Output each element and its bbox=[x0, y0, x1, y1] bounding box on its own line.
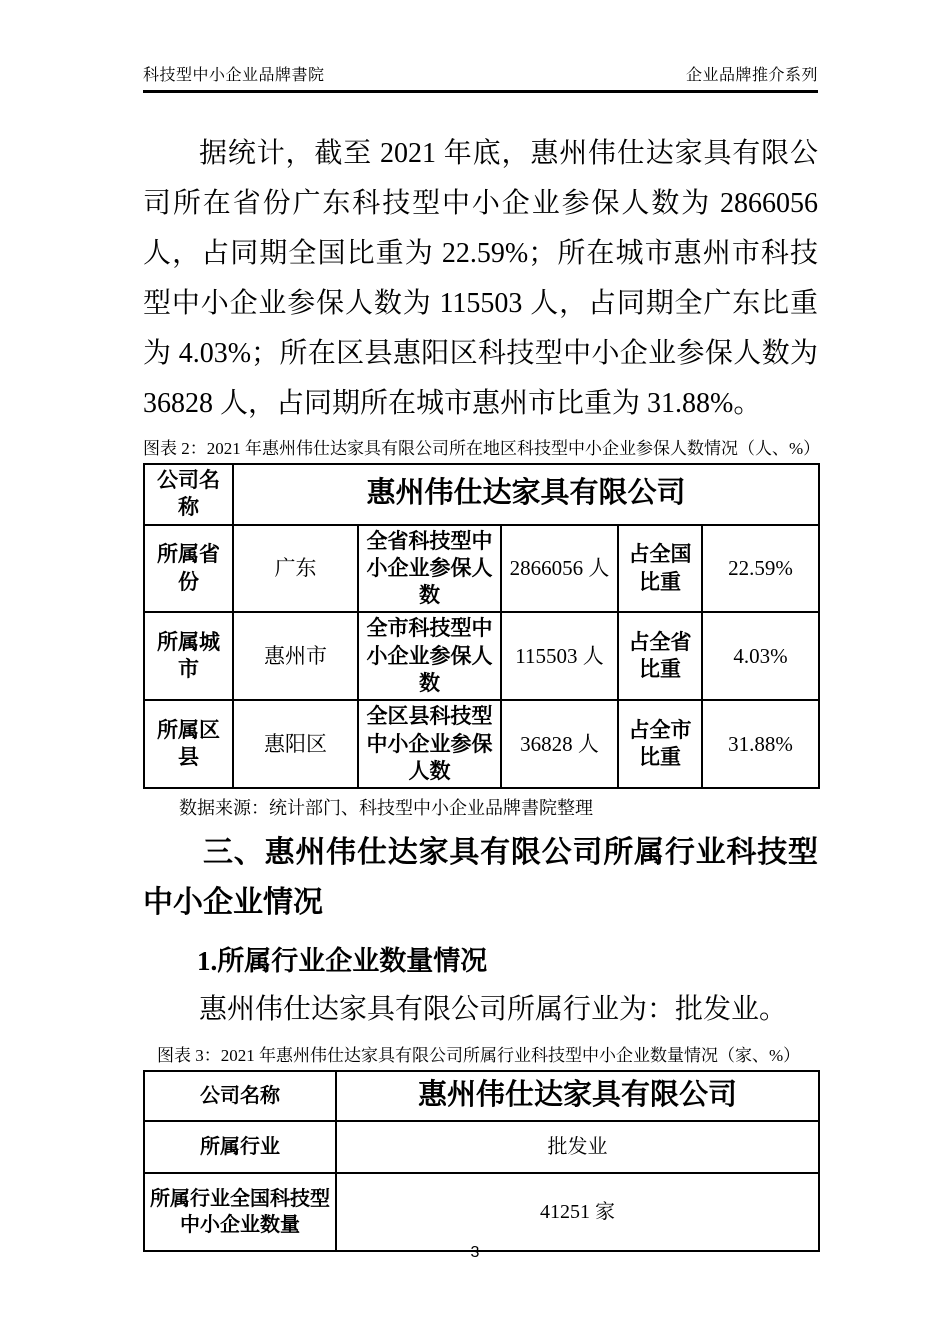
row-value: 2866056 人 bbox=[501, 525, 618, 613]
table2-company-name: 惠州伟仕达家具有限公司 bbox=[233, 464, 819, 525]
row-label: 所属城市 bbox=[144, 612, 233, 700]
row-value: 批发业 bbox=[336, 1121, 819, 1173]
table-row bbox=[144, 1173, 819, 1251]
subsection-heading: 1.所属行业企业数量情况 bbox=[197, 946, 488, 977]
table3-company-name: 惠州伟仕达家具有限公司 bbox=[336, 1071, 819, 1121]
row-share: 4.03% bbox=[702, 612, 819, 700]
table3-industry-count bbox=[143, 1070, 820, 1252]
row-share-label: 占全市比重 bbox=[618, 700, 702, 788]
row-share: 22.59% bbox=[702, 525, 819, 613]
row-label: 所属行业 bbox=[144, 1121, 336, 1173]
row-value: 41251 家 bbox=[336, 1173, 819, 1251]
row-share: 31.88% bbox=[702, 700, 819, 788]
row-value: 115503 人 bbox=[501, 612, 618, 700]
table-row bbox=[144, 700, 819, 788]
row-metric: 全省科技型中小企业参保人数 bbox=[358, 525, 501, 613]
row-metric: 全区县科技型中小企业参保人数 bbox=[358, 700, 501, 788]
table-row bbox=[144, 1071, 819, 1121]
table3-caption: 图表 3：2021 年惠州伟仕达家具有限公司所属行业科技型中小企业数量情况（家、%） bbox=[157, 1046, 801, 1066]
page-number: 3 bbox=[470, 1244, 480, 1261]
section-heading: 三、惠州伟仕达家具有限公司所属行业科技型中小企业情况 bbox=[143, 836, 818, 920]
table-row bbox=[144, 1121, 819, 1173]
row-label: 公司名称 bbox=[144, 1071, 336, 1121]
row-region: 惠阳区 bbox=[233, 700, 358, 788]
row-value: 36828 人 bbox=[501, 700, 618, 788]
table-row bbox=[144, 612, 819, 700]
table2-company-label: 公司名称 bbox=[144, 464, 233, 525]
header-left-title: 科技型中小企业品牌書院 bbox=[143, 67, 325, 84]
row-metric: 全市科技型中小企业参保人数 bbox=[358, 612, 501, 700]
row-label: 所属省份 bbox=[144, 525, 233, 613]
table2-region-insured bbox=[143, 463, 820, 789]
page-header bbox=[143, 62, 818, 93]
paragraph-region-stats: 据统计，截至 2021 年底，惠州伟仕达家具有限公司所在省份广东科技型中小企业参保人数为 2866056 人，占同期全国比重为 22.59%；所在城市惠州市科技型中小企业参保人数为 115503 人，占同期全广东比重为 4.03%；所在区县惠阳区科技型中小企业参保人数为 36828 人，占同期所在城市惠州市比重为 31.88%。 bbox=[143, 138, 818, 419]
row-region: 广东 bbox=[233, 525, 358, 613]
row-label: 所属区县 bbox=[144, 700, 233, 788]
table-row bbox=[144, 525, 819, 613]
table2-caption: 图表 2：2021 年惠州伟仕达家具有限公司所在地区科技型中小企业参保人数情况（人、%） bbox=[143, 439, 821, 458]
paragraph-industry: 惠州伟仕达家具有限公司所属行业为：批发业。 bbox=[199, 994, 788, 1026]
header-right-series: 企业品牌推介系列 bbox=[685, 67, 818, 84]
row-share-label: 占全国比重 bbox=[618, 525, 702, 613]
row-share-label: 占全省比重 bbox=[618, 612, 702, 700]
row-label: 所属行业全国科技型中小企业数量 bbox=[144, 1173, 336, 1251]
table-row bbox=[144, 464, 819, 525]
data-source-note: 数据来源：统计部门、科技型中小企业品牌書院整理 bbox=[179, 798, 593, 819]
row-region: 惠州市 bbox=[233, 612, 358, 700]
